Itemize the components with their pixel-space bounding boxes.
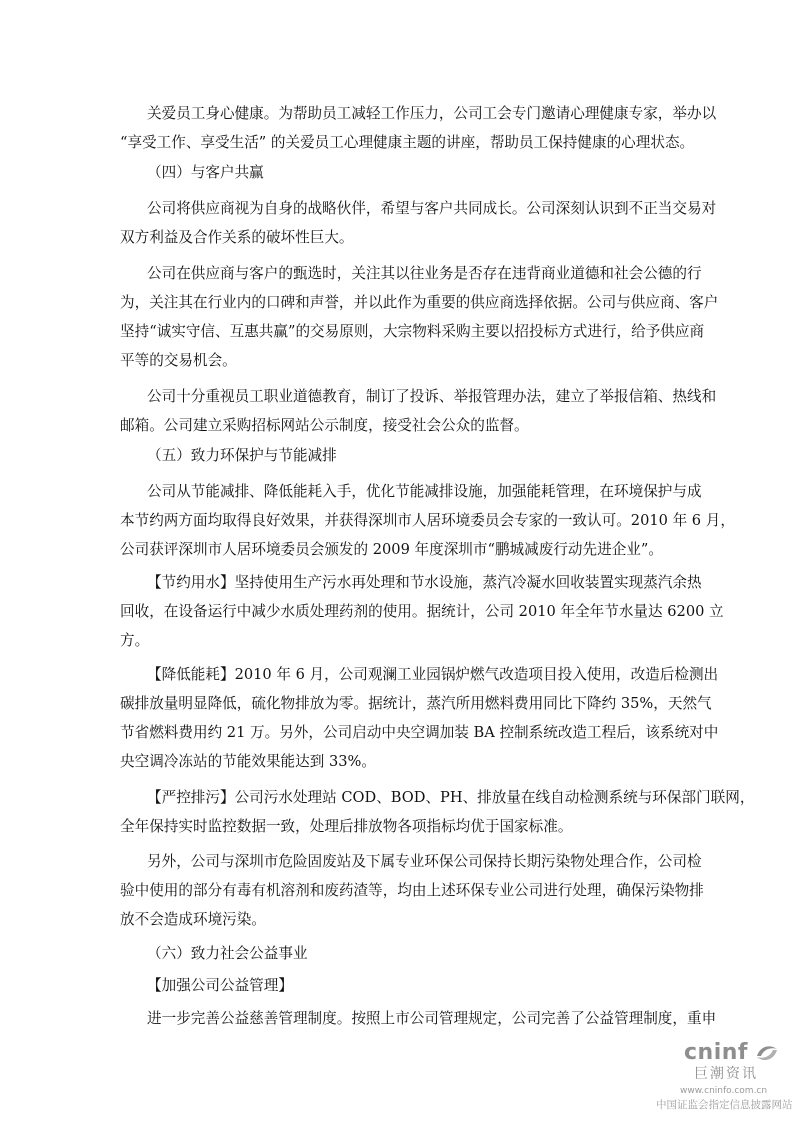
watermark-url: www.cninfo.com.cn <box>680 1086 768 1096</box>
text-line: 进一步完善公益慈善管理制度。按照上市公司管理规定，公司完善了公益管理制度，重申 <box>147 1010 717 1027</box>
text-line: 公司在供应商与客户的甄选时，关注其以往业务是否存在违背商业道德和社会公德的行 <box>147 265 702 282</box>
cninfo-watermark <box>656 1040 793 1116</box>
swirl-icon <box>754 1042 780 1064</box>
text-line: 【严控排污】公司污水处理站 COD、BOD、PH、排放量在线自动检测系统与环保部门联网， <box>147 789 755 806</box>
text-line: 碳排放量明显降低，硫化物排放为零。据统计，蒸汽所用燃料费用同比下降约 35%，天然气 <box>120 695 712 712</box>
text-line: 方。 <box>120 632 150 649</box>
text-line: 全年保持实时监控数据一致，处理后排放物各项指标均优于国家标准。 <box>120 818 573 835</box>
text-line: 本节约两方面均取得良好效果，并获得深圳市人居环境委员会专家的一致认可。2010 年 6 月， <box>120 512 735 529</box>
watermark-brand: cninf <box>684 1040 748 1065</box>
text-line: “享受工作、享受生活” 的关爱员工心理健康主题的讲座，帮助员工保持健康的心理状态。 <box>120 134 695 151</box>
text-line: 关爱员工身心健康。为帮助员工减轻工作压力，公司工会专门邀请心理健康专家，举办以 <box>147 105 717 122</box>
text-line: 另外，公司与深圳市危险固废站及下属专业环保公司保持长期污染物处理合作，公司检 <box>147 853 702 870</box>
text-line: 验中使用的部分有毒有机溶剂和废药渣等，均由上述环保专业公司进行处理，确保污染物排 <box>120 882 704 899</box>
text-line: 坚持“诚实守信、互惠共赢”的交易原则，大宗物料采购主要以招投标方式进行，给予供应商 <box>120 323 705 340</box>
text-line: 为，关注其在行业内的口碑和声誉，并以此作为重要的供应商选择依据。公司与供应商、客户 <box>120 294 719 311</box>
text-line: 双方利益及合作关系的破坏性巨大。 <box>120 229 354 246</box>
subsection-heading: 【加强公司公益管理】 <box>147 977 293 994</box>
text-line: 公司将供应商视为自身的战略伙伴，希望与客户共同成长。公司深刻认识到不正当交易对 <box>147 200 717 217</box>
text-line: 公司从节能减排、降低能耗入手，优化节能减排设施，加强能耗管理，在环境保护与成 <box>147 483 702 500</box>
text-line: 【降低能耗】2010 年 6 月，公司观澜工业园锅炉燃气改造项目投入使用，改造后检测出 <box>147 666 719 683</box>
text-line: 邮箱。公司建立采购招标网站公示制度，接受社会公众的监督。 <box>120 417 529 434</box>
text-line: 公司十分重视员工职业道德教育，制订了投诉、举报管理办法，建立了举报信箱、热线和 <box>147 388 717 405</box>
section-heading: （五）致力环保护与节能减排 <box>147 447 337 464</box>
text-line: 央空调冷冻站的节能效果能达到 33%。 <box>120 753 376 770</box>
text-line: 【节约用水】坚持使用生产污水再处理和节水设施，蒸汽冷凝水回收装置实现蒸汽余热 <box>147 574 702 591</box>
text-line: 平等的交易机会。 <box>120 352 237 369</box>
section-heading: （六）致力社会公益事业 <box>147 945 308 962</box>
watermark-brand-cn: 巨潮资讯 <box>694 1066 758 1082</box>
text-line: 节省燃料费用约 21 万。另外，公司启动中央空调加装 BA 控制系统改造工程后，该系统对中 <box>120 724 719 741</box>
text-line: 公司获评深圳市人居环境委员会颁发的 2009 年度深圳市“鹏城减废行动先进企业”。 <box>120 541 663 558</box>
section-heading: （四）与客户共赢 <box>147 164 264 181</box>
text-line: 放不会造成环境污染。 <box>120 911 266 928</box>
watermark-org: 中国证监会指定信息披露网站 <box>656 1099 793 1111</box>
text-line: 回收，在设备运行中减少水质处理药剂的使用。据统计，公司 2010 年全年节水量达 6200 立 <box>120 603 724 620</box>
